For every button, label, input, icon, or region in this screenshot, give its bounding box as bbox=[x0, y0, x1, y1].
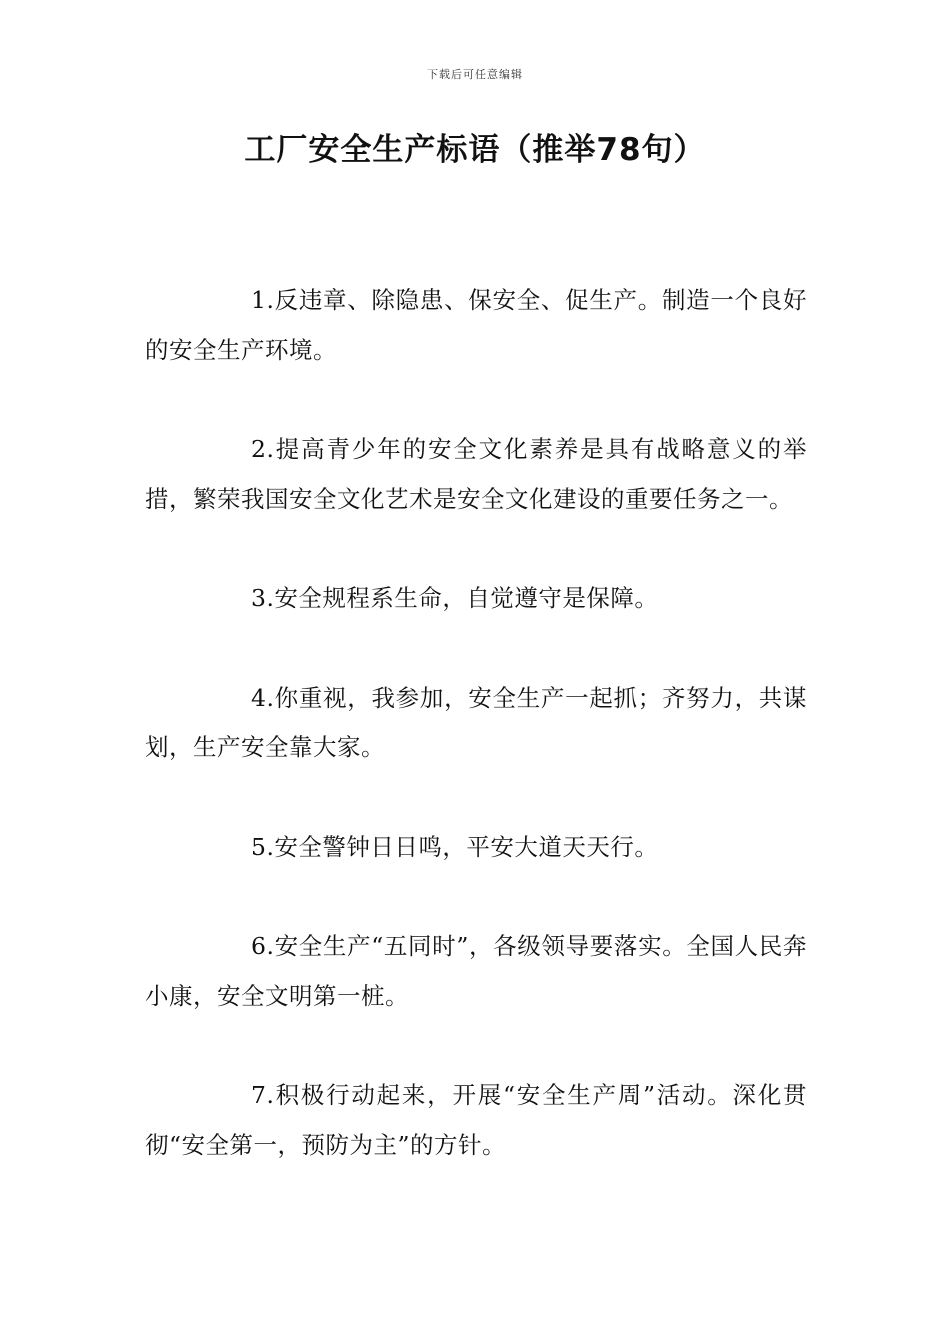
slogan-item: 4.你重视，我参加，安全生产一起抓；齐努力，共谋划，生产安全靠大家。 bbox=[145, 683, 807, 761]
slogan-item: 5.安全警钟日日鸣，平安大道天天行。 bbox=[251, 832, 659, 861]
slogan-item: 2.提高青少年的安全文化素养是具有战略意义的举措，繁荣我国安全文化艺术是安全文化建设的重要任务之一。 bbox=[145, 435, 807, 513]
slogan-item: 1.反违章、除隐患、保安全、促生产。制造一个良好的安全生产环境。 bbox=[145, 286, 807, 364]
document-title: 工厂安全生产标语（推举78句） bbox=[244, 132, 706, 168]
header-note: 下载后可任意编辑 bbox=[427, 68, 523, 81]
slogan-item: 7.积极行动起来，开展“安全生产周”活动。深化贯彻“安全第一，预防为主”的方针。 bbox=[145, 1081, 807, 1159]
slogan-item: 6.安全生产“五同时”，各级领导要落实。全国人民奔小康，安全文明第一桩。 bbox=[145, 932, 807, 1010]
slogan-list bbox=[145, 276, 807, 1220]
slogan-item: 3.安全规程系生命，自觉遵守是保障。 bbox=[251, 584, 659, 612]
